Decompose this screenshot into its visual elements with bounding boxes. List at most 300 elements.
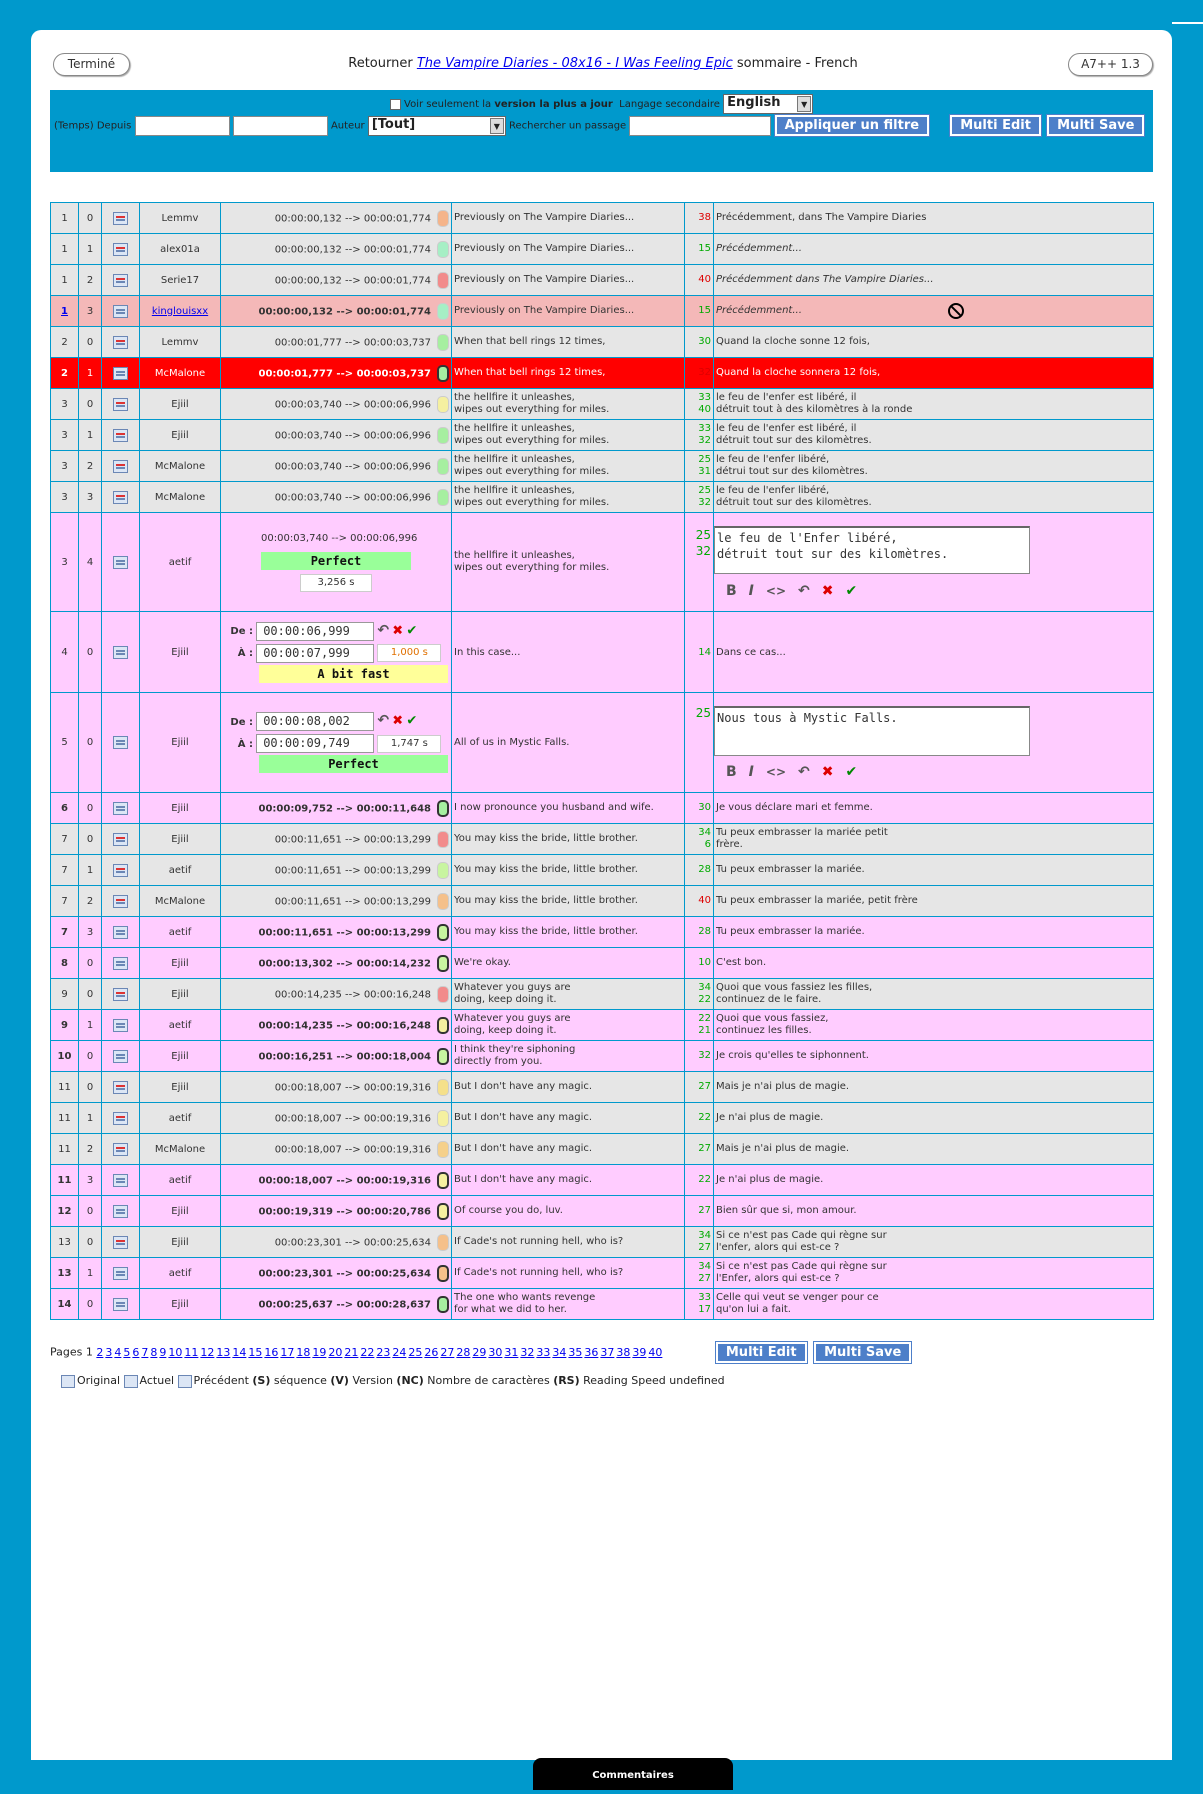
timing-text: 00:00:11,651 --> 00:00:13,299 <box>274 834 431 845</box>
page-link[interactable]: 38 <box>616 1345 631 1359</box>
legend-v-key: (V) <box>330 1374 349 1387</box>
current-icon[interactable] <box>113 367 128 380</box>
timing-cell <box>221 1072 452 1103</box>
col-author: Auteur <box>156 186 195 197</box>
state-cell <box>102 327 140 358</box>
nc-cell <box>685 389 714 420</box>
nc-value: 27 <box>698 1273 711 1284</box>
page-link[interactable]: 6 <box>132 1345 140 1359</box>
previous-icon[interactable] <box>113 460 128 473</box>
current-icon[interactable] <box>113 1205 128 1218</box>
page-link[interactable]: 8 <box>150 1345 158 1359</box>
page-link[interactable]: 31 <box>504 1345 519 1359</box>
previous-icon[interactable] <box>113 491 128 504</box>
timing-text: 00:00:11,651 --> 00:00:13,299 <box>258 927 431 938</box>
page-link[interactable]: 20 <box>328 1345 343 1359</box>
previous-icon[interactable] <box>113 864 128 877</box>
timing-edit-cell <box>221 612 452 693</box>
nc-value: 15 <box>698 305 711 316</box>
page-link[interactable]: 34 <box>552 1345 567 1359</box>
current-icon[interactable] <box>113 802 128 815</box>
pager-current: 1 <box>85 1345 93 1359</box>
secondary-lang-select[interactable] <box>723 94 813 114</box>
timing-text: 00:00:19,319 --> 00:00:20,786 <box>258 1206 431 1217</box>
rs-indicator <box>437 1048 449 1065</box>
page-link[interactable]: 16 <box>264 1345 279 1359</box>
duration-box: 1,747 s <box>377 735 441 753</box>
page-link[interactable]: 35 <box>568 1345 583 1359</box>
to-input[interactable]: 00:00:09,749 <box>256 734 374 753</box>
pager-links <box>96 1346 664 1359</box>
search-input[interactable] <box>629 116 771 136</box>
seq-cell: 11 <box>51 1103 79 1134</box>
text-cell: Je n'ai plus de magie. <box>714 1103 1154 1134</box>
seq-cell: 3 <box>51 451 79 482</box>
previous-icon[interactable] <box>113 1081 128 1094</box>
nc-cell <box>685 1196 714 1227</box>
nc-cell <box>685 1227 714 1258</box>
cancel-icon[interactable]: ✖ <box>821 764 834 780</box>
confirm-icon[interactable]: ✔ <box>845 764 858 780</box>
edit-row <box>51 513 1154 612</box>
text-editor[interactable]: Nous tous à Mystic Falls. <box>714 706 1030 756</box>
seq-cell: 1 <box>51 203 79 234</box>
rs-indicator <box>437 1203 449 1220</box>
current-icon[interactable] <box>113 1298 128 1311</box>
cancel-icon[interactable]: ✖ <box>821 583 834 599</box>
comments-tab[interactable]: Commentaires <box>533 1758 733 1790</box>
episode-link[interactable]: The Vampire Diaries - 08x16 - I Was Feeling Epic <box>416 56 733 71</box>
current-icon[interactable] <box>113 1267 128 1280</box>
page-link[interactable]: 25 <box>408 1345 423 1359</box>
rs-indicator <box>437 986 449 1003</box>
previous-icon[interactable] <box>113 1236 128 1249</box>
author-cell: Ejiil <box>140 824 221 855</box>
text-cell: Mais je n'ai plus de magie. <box>714 1072 1154 1103</box>
rs-indicator <box>437 334 449 351</box>
table-row <box>51 886 1154 917</box>
version-cell: 0 <box>79 1227 102 1258</box>
state-cell <box>102 203 140 234</box>
return-label: Retourner <box>348 56 413 71</box>
nc-cell <box>685 1134 714 1165</box>
table-row <box>51 1227 1154 1258</box>
timing-cell <box>221 917 452 948</box>
table-row <box>51 1165 1154 1196</box>
col-state: Etat <box>109 186 133 197</box>
seq-cell: 1 <box>51 265 79 296</box>
author-cell: Lemmv <box>140 327 221 358</box>
legend-s-val: séquence <box>273 1374 327 1387</box>
previous-icon[interactable] <box>113 429 128 442</box>
secondary-cell: You may kiss the bride, little brother. <box>452 917 685 948</box>
nc-value: 40 <box>698 895 711 906</box>
previous-icon[interactable] <box>113 336 128 349</box>
version-cell: 3 <box>79 482 102 513</box>
nc-value: 32 <box>698 367 711 378</box>
table-row <box>51 1041 1154 1072</box>
nc-value: 22 <box>698 1174 711 1185</box>
timing-edit-cell <box>221 693 452 793</box>
multi-edit-bottom-button[interactable]: Multi Edit <box>716 1342 807 1363</box>
page-link[interactable]: 23 <box>376 1345 391 1359</box>
from-input[interactable]: 00:00:06,999 <box>256 622 374 641</box>
page-link[interactable]: 28 <box>456 1345 471 1359</box>
version-cell: 0 <box>79 203 102 234</box>
to-input[interactable]: 00:00:07,999 <box>256 644 374 663</box>
author-cell: aetif <box>140 1165 221 1196</box>
author-cell: Ejiil <box>140 793 221 824</box>
chevron-down-icon: ▼ <box>490 118 504 134</box>
timing-text: 00:00:01,777 --> 00:00:03,737 <box>258 368 431 379</box>
to-label: À : <box>237 738 253 750</box>
state-cell <box>102 1196 140 1227</box>
ban-icon[interactable] <box>948 303 964 319</box>
secondary-cell: If Cade's not running hell, who is? <box>452 1258 685 1289</box>
author-cell: Ejiil <box>140 1227 221 1258</box>
state-cell <box>102 1165 140 1196</box>
cancel-icon[interactable]: ✖ <box>392 623 404 638</box>
state-cell <box>102 1103 140 1134</box>
timing-cell <box>221 855 452 886</box>
author-link[interactable]: kinglouisxx <box>151 305 209 317</box>
timing-cell <box>221 1258 452 1289</box>
seq-cell <box>51 296 79 327</box>
legend-current: Actuel <box>139 1374 175 1387</box>
header <box>53 53 1153 77</box>
table-row <box>51 420 1154 451</box>
secondary-cell: Previously on The Vampire Diaries... <box>452 234 685 265</box>
secondary-cell: You may kiss the bride, little brother. <box>452 855 685 886</box>
col-secondary: Langage secondaire (English) <box>439 186 606 197</box>
state-cell <box>102 1010 140 1041</box>
timing-cell <box>221 265 452 296</box>
text-cell: Je crois qu'elles te siphonnent. <box>714 1041 1154 1072</box>
secondary-cell: the hellfire it unleashes, wipes out everything for miles. <box>452 482 685 513</box>
timing-text: 00:00:16,251 --> 00:00:18,004 <box>258 1051 431 1062</box>
multi-save-button[interactable]: Multi Save <box>1047 115 1144 136</box>
state-cell <box>102 234 140 265</box>
nc-value: 25 <box>698 485 711 496</box>
version-badge[interactable]: A7++ 1.3 <box>1068 53 1153 76</box>
text-edit-cell <box>714 513 1154 612</box>
bold-button[interactable]: B <box>726 764 737 780</box>
undo-icon[interactable]: ↶ <box>798 583 810 599</box>
version-cell: 1 <box>79 1103 102 1134</box>
rs-indicator <box>437 831 449 848</box>
rs-indicator <box>437 427 449 444</box>
confirm-icon[interactable]: ✔ <box>845 583 858 599</box>
time-from-input[interactable] <box>135 116 230 136</box>
from-input[interactable]: 00:00:08,002 <box>256 712 374 731</box>
state-cell <box>102 1289 140 1320</box>
multi-save-bottom-button[interactable]: Multi Save <box>814 1342 911 1363</box>
nc-cell <box>685 855 714 886</box>
col-s: S <box>62 186 70 197</box>
italic-button[interactable]: I <box>748 583 754 599</box>
state-cell <box>102 612 140 693</box>
rs-indicator <box>437 1172 449 1189</box>
duration-box: 3,256 s <box>300 574 372 592</box>
page-link[interactable]: 7 <box>141 1345 149 1359</box>
page-link[interactable]: 37 <box>600 1345 615 1359</box>
seq-cell: 8 <box>51 948 79 979</box>
from-label: De : <box>230 626 253 637</box>
nc-value: 25 <box>698 454 711 465</box>
pager-label: Pages <box>50 1345 83 1359</box>
page-link[interactable]: 13 <box>216 1345 231 1359</box>
previous-icon[interactable] <box>113 212 128 225</box>
author-cell: Ejiil <box>140 1072 221 1103</box>
version-cell: 1 <box>79 234 102 265</box>
text-cell: Précédemment... <box>714 296 1154 327</box>
page-link[interactable]: 2 <box>96 1345 104 1359</box>
page-link[interactable]: 4 <box>114 1345 122 1359</box>
nc-value: 32 <box>698 435 711 446</box>
page-link[interactable]: 33 <box>536 1345 551 1359</box>
text-cell: Tu peux embrasser la mariée petit frère. <box>714 824 1154 855</box>
code-button[interactable]: <> <box>765 584 786 598</box>
table-row <box>51 1103 1154 1134</box>
page-link[interactable]: 39 <box>632 1345 647 1359</box>
rs-indicator <box>437 800 449 817</box>
text-cell: Précédemment, dans The Vampire Diaries <box>714 203 1154 234</box>
rs-indicator <box>437 241 449 258</box>
nc-cell <box>685 296 714 327</box>
undo-icon[interactable]: ↶ <box>377 622 390 638</box>
page-link[interactable]: 14 <box>232 1345 247 1359</box>
previous-icon[interactable] <box>113 398 128 411</box>
seq-cell: 11 <box>51 1134 79 1165</box>
previous-icon[interactable] <box>113 274 128 287</box>
current-icon[interactable] <box>113 305 128 318</box>
seq-cell: 3 <box>51 420 79 451</box>
done-button[interactable]: Terminé <box>53 53 130 76</box>
text-cell: le feu de l'enfer libéré, détrui tout sur des kilomètres. <box>714 451 1154 482</box>
seq-cell: 6 <box>51 793 79 824</box>
rs-indicator <box>437 365 449 382</box>
pagination <box>50 1342 911 1363</box>
seq-cell: 9 <box>51 1010 79 1041</box>
nc-cell <box>685 693 714 793</box>
table-row <box>51 793 1154 824</box>
page-link[interactable]: 15 <box>248 1345 263 1359</box>
author-cell: Ejiil <box>140 693 221 793</box>
state-cell <box>102 296 140 327</box>
page-link[interactable]: 17 <box>280 1345 295 1359</box>
secondary-lang-value: English <box>727 95 781 110</box>
legend-rs-key: (RS) <box>553 1374 580 1387</box>
page-link[interactable]: 36 <box>584 1345 599 1359</box>
undo-icon[interactable]: ↶ <box>377 712 390 729</box>
previous-icon[interactable] <box>113 988 128 1001</box>
page-link[interactable]: 30 <box>488 1345 503 1359</box>
legend-rs-val: Reading Speed undefined <box>583 1374 725 1387</box>
page-link[interactable]: 5 <box>123 1345 131 1359</box>
timing-text: 00:00:13,302 --> 00:00:14,232 <box>258 958 431 969</box>
nc-value: 40 <box>698 274 711 285</box>
legend <box>61 1374 725 1388</box>
nc-cell <box>685 265 714 296</box>
page-link[interactable]: 21 <box>344 1345 359 1359</box>
current-icon[interactable] <box>113 1050 128 1063</box>
page-link[interactable]: 3 <box>105 1345 113 1359</box>
seq-link[interactable]: 1 <box>61 305 68 317</box>
text-cell: Je vous déclare mari et femme. <box>714 793 1154 824</box>
timing-cell <box>221 327 452 358</box>
confirm-icon[interactable]: ✔ <box>406 713 418 729</box>
italic-button[interactable]: I <box>748 764 754 780</box>
current-icon[interactable] <box>113 957 128 970</box>
page-link[interactable]: 26 <box>424 1345 439 1359</box>
state-cell <box>102 420 140 451</box>
table-row <box>51 358 1154 389</box>
page-link[interactable]: 19 <box>312 1345 327 1359</box>
timing-text: 00:00:03,740 --> 00:00:06,996 <box>274 461 431 472</box>
previous-icon[interactable] <box>113 1112 128 1125</box>
author-cell: McMalone <box>140 358 221 389</box>
filter-row-1 <box>50 94 1153 114</box>
seq-cell: 7 <box>51 855 79 886</box>
timing-text: 00:00:18,007 --> 00:00:19,316 <box>258 1175 431 1186</box>
nc-cell <box>685 1041 714 1072</box>
to-label: À : <box>237 648 253 659</box>
page-link[interactable]: 11 <box>184 1345 199 1359</box>
secondary-cell: But I don't have any magic. <box>452 1103 685 1134</box>
state-cell <box>102 693 140 793</box>
nc-cell <box>685 612 714 693</box>
previous-icon[interactable] <box>113 243 128 256</box>
col-timing: Fois & Durée + RS Rating <box>261 186 404 197</box>
version-cell: 3 <box>79 1165 102 1196</box>
page-link[interactable]: 32 <box>520 1345 535 1359</box>
apply-filter-button[interactable]: Appliquer un filtre <box>775 115 929 136</box>
timing-text: 00:00:18,007 --> 00:00:19,316 <box>274 1113 431 1124</box>
current-icon[interactable] <box>113 556 128 569</box>
nc-value: 17 <box>698 1304 711 1315</box>
page-link[interactable]: 12 <box>200 1345 215 1359</box>
page-link[interactable]: 29 <box>472 1345 487 1359</box>
timing-cell <box>221 1010 452 1041</box>
text-edit-cell <box>714 693 1154 793</box>
nc-cell <box>685 203 714 234</box>
page-link[interactable]: 10 <box>168 1345 183 1359</box>
state-cell <box>102 917 140 948</box>
state-cell <box>102 1227 140 1258</box>
current-icon[interactable] <box>113 1174 128 1187</box>
secondary-cell: the hellfire it unleashes, wipes out everything for miles. <box>452 451 685 482</box>
nc-value: 25 <box>695 706 711 720</box>
nc-cell <box>685 482 714 513</box>
editor-toolbar <box>726 764 869 780</box>
bold-button[interactable]: B <box>726 583 737 599</box>
timing-cell <box>221 296 452 327</box>
text-editor[interactable]: le feu de l'Enfer libéré, détruit tout sur des kilomètres. <box>714 526 1030 574</box>
undo-icon[interactable]: ↶ <box>798 764 810 780</box>
page-link[interactable]: 18 <box>296 1345 311 1359</box>
seq-cell: 13 <box>51 1227 79 1258</box>
text-cell: Si ce n'est pas Cade qui règne sur l'enfer, alors qui est-ce ? <box>714 1227 1154 1258</box>
col-nc: NC <box>655 186 671 197</box>
previous-icon[interactable] <box>113 895 128 908</box>
author-cell: McMalone <box>140 482 221 513</box>
page-link[interactable]: 22 <box>360 1345 375 1359</box>
page-link[interactable]: 27 <box>440 1345 455 1359</box>
rs-indicator <box>437 1296 449 1313</box>
page-link[interactable]: 9 <box>159 1345 167 1359</box>
page-link[interactable]: 40 <box>648 1345 663 1359</box>
timing-text: 00:00:11,651 --> 00:00:13,299 <box>274 896 431 907</box>
state-cell <box>102 886 140 917</box>
timing-text: 00:00:03,740 --> 00:00:06,996 <box>274 492 431 503</box>
version-cell: 1 <box>79 358 102 389</box>
text-cell: le feu de l'enfer est libéré, il détruit tout à des kilomètres à la ronde <box>714 389 1154 420</box>
timing-text: 00:00:00,132 --> 00:00:01,774 <box>274 213 431 224</box>
version-cell: 0 <box>79 1289 102 1320</box>
cancel-icon[interactable]: ✖ <box>392 713 404 729</box>
latest-only-checkbox[interactable] <box>390 99 401 110</box>
timing-cell <box>221 358 452 389</box>
secondary-cell: Whatever you guys are doing, keep doing it. <box>452 979 685 1010</box>
rs-indicator <box>437 1110 449 1127</box>
author-cell: aetif <box>140 855 221 886</box>
author-select[interactable] <box>368 116 506 136</box>
author-cell: aetif <box>140 1103 221 1134</box>
seq-cell: 4 <box>51 612 79 693</box>
nc-cell <box>685 886 714 917</box>
current-icon[interactable] <box>113 1019 128 1032</box>
nc-cell <box>685 979 714 1010</box>
seq-cell: 2 <box>51 327 79 358</box>
secondary-cell: But I don't have any magic. <box>452 1165 685 1196</box>
page-link[interactable]: 24 <box>392 1345 407 1359</box>
previous-icon[interactable] <box>113 1143 128 1156</box>
timing-cell <box>221 1289 452 1320</box>
state-cell <box>102 265 140 296</box>
seq-cell: 11 <box>51 1072 79 1103</box>
rs-indicator <box>437 272 449 289</box>
time-to-input[interactable] <box>233 116 328 136</box>
secondary-cell: the hellfire it unleashes, wipes out everything for miles. <box>452 420 685 451</box>
timing-text: 00:00:03,740 --> 00:00:06,996 <box>274 430 431 441</box>
current-icon[interactable] <box>113 926 128 939</box>
timing-cell <box>221 234 452 265</box>
author-value: [Tout] <box>371 116 416 132</box>
author-cell: aetif <box>140 1010 221 1041</box>
timing-cell <box>221 420 452 451</box>
timing-cell <box>221 1227 452 1258</box>
nc-value: 33 <box>698 1292 711 1303</box>
header-title <box>53 56 1153 71</box>
nc-value: 25 <box>695 528 711 542</box>
rs-indicator <box>437 1265 449 1282</box>
filter-panel <box>50 90 1153 172</box>
seq-cell: 3 <box>51 482 79 513</box>
nc-value: 34 <box>698 1261 711 1272</box>
table-row <box>51 1289 1154 1320</box>
multi-edit-button[interactable]: Multi Edit <box>950 115 1041 136</box>
current-icon[interactable] <box>113 736 128 749</box>
secondary-cell: Previously on The Vampire Diaries... <box>452 296 685 327</box>
from-label: De : <box>230 716 253 728</box>
current-icon[interactable] <box>113 646 128 659</box>
secondary-cell: If Cade's not running hell, who is? <box>452 1227 685 1258</box>
confirm-icon[interactable]: ✔ <box>406 623 418 638</box>
rs-indicator <box>437 303 449 320</box>
previous-icon[interactable] <box>113 833 128 846</box>
rs-indicator <box>437 1017 449 1034</box>
code-button[interactable]: <> <box>765 765 786 779</box>
